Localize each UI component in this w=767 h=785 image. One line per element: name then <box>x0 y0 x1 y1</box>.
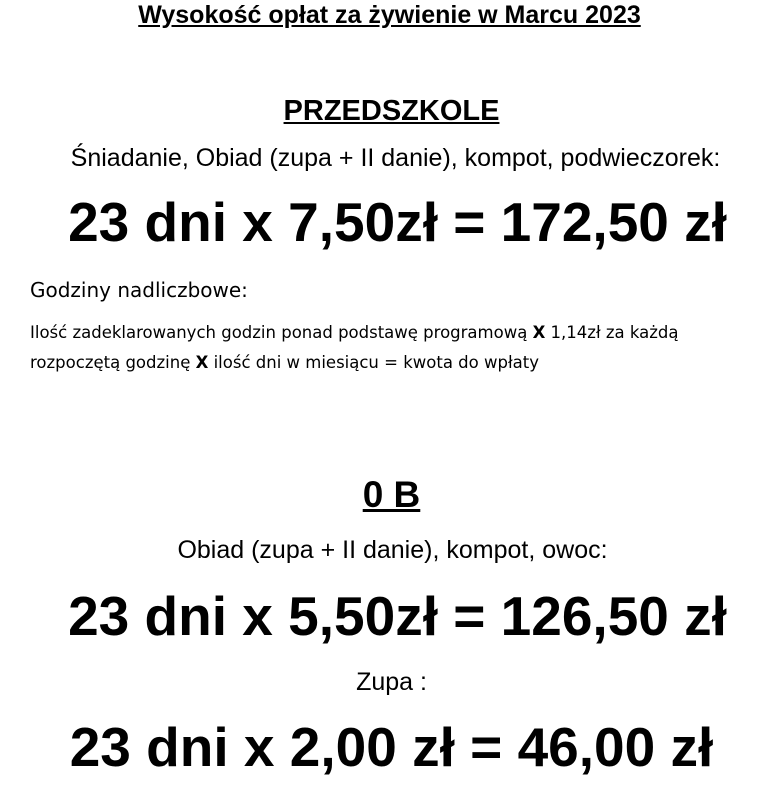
page-title: Wysokość opłat za żywienie w Marcu 2023 <box>138 1 641 29</box>
overtime-text-part3: ilość dni w miesiącu = kwota do wpłaty <box>208 353 539 372</box>
class-0b-menu: Obiad (zupa + II danie), kompot, owoc: <box>177 536 608 564</box>
overtime-multiply-1: X <box>532 323 546 342</box>
soup-price-line: 23 dni x 2,00 zł = 46,00 zł <box>69 716 714 778</box>
section-heading-0b: 0 B <box>362 474 421 515</box>
section-heading-przedszkole: PRZEDSZKOLE <box>283 95 500 127</box>
overtime-label: Godziny nadliczbowe: <box>30 278 248 302</box>
soup-label: Zupa : <box>356 668 427 696</box>
class-0b-price-line: 23 dni x 5,50zł = 126,50 zł <box>68 585 727 647</box>
przedszkole-price-line: 23 dni x 7,50zł = 172,50 zł <box>68 191 727 253</box>
overtime-text-part1: Ilość zadeklarowanych godzin ponad podstawę programową <box>30 323 533 342</box>
przedszkole-menu: Śniadanie, Obiad (zupa + II danie), kompot, podwieczorek: <box>70 144 721 172</box>
overtime-description <box>30 318 760 378</box>
overtime-multiply-2: X <box>195 353 209 372</box>
overtime-text-part2: 1,14zł za każdą rozpoczętą godzinę <box>30 323 679 372</box>
